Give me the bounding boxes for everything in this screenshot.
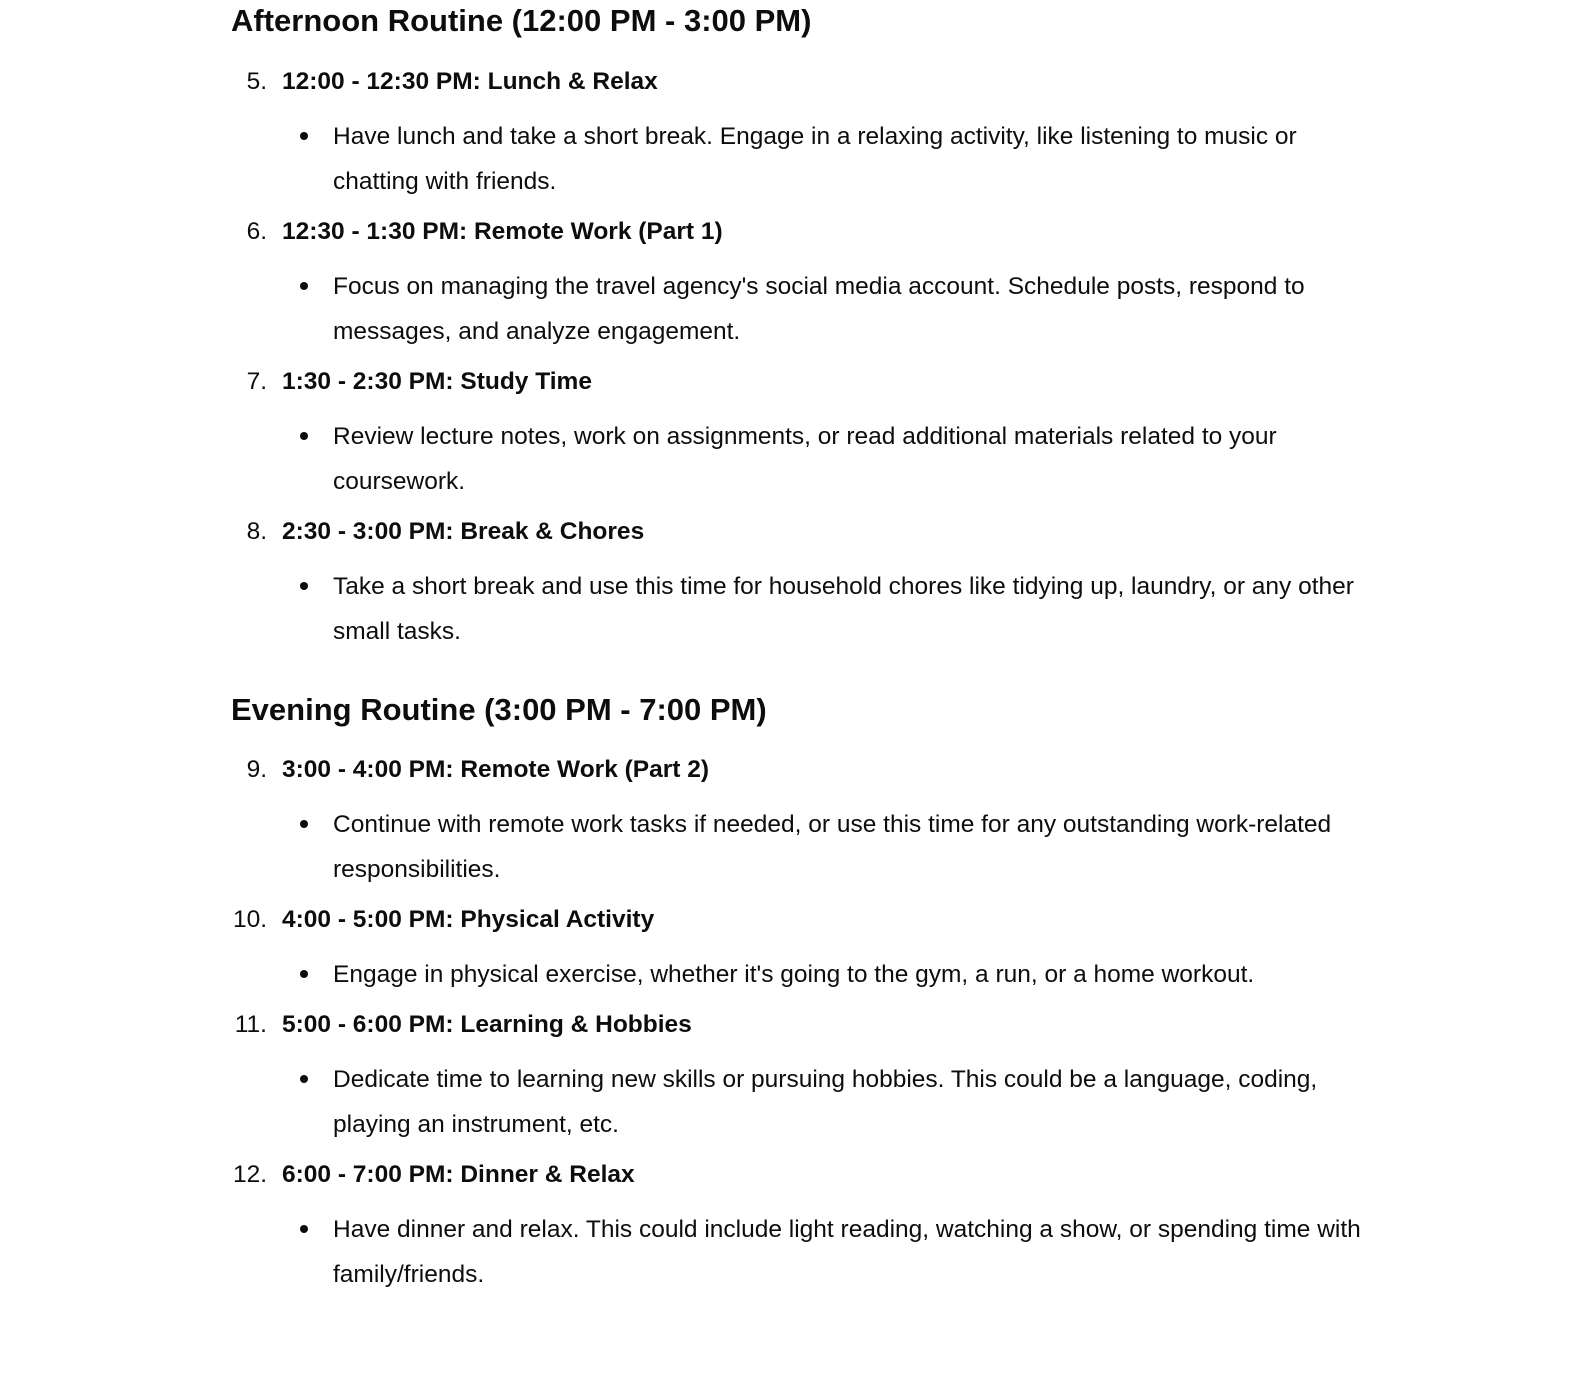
section-heading: Afternoon Routine (12:00 PM - 3:00 PM) bbox=[231, 3, 812, 38]
item-title-wrapper bbox=[231, 1158, 1381, 1192]
bullet-row bbox=[231, 802, 1381, 892]
list-item bbox=[231, 903, 1381, 997]
item-title: 12:00 - 12:30 PM: Lunch & Relax bbox=[282, 68, 658, 95]
bullet-icon bbox=[300, 432, 308, 440]
list-item bbox=[231, 65, 1381, 204]
item-number: 5. bbox=[246, 68, 267, 95]
bullet-text: Take a short break and use this time for household chores like tidying up, laundry, or any other small tasks. bbox=[333, 573, 1354, 645]
item-number: 6. bbox=[246, 218, 267, 245]
item-title: 1:30 - 2:30 PM: Study Time bbox=[282, 368, 592, 395]
bullet-text: Have lunch and take a short break. Engage in a relaxing activity, like listening to music or chatting with friends. bbox=[333, 123, 1297, 195]
item-title: 12:30 - 1:30 PM: Remote Work (Part 1) bbox=[282, 218, 723, 245]
section-heading: Evening Routine (3:00 PM - 7:00 PM) bbox=[231, 692, 767, 727]
bullet-row bbox=[231, 1207, 1381, 1297]
item-number: 11. bbox=[234, 1011, 267, 1038]
document-content bbox=[231, 0, 1381, 1297]
bullet-text: Review lecture notes, work on assignments, or read additional materials related to your coursework. bbox=[333, 423, 1277, 495]
bullet-icon bbox=[300, 820, 308, 828]
item-number: 12. bbox=[232, 1161, 267, 1188]
item-title-wrapper bbox=[231, 1008, 1381, 1042]
bullet-row bbox=[231, 1057, 1381, 1147]
list-item bbox=[231, 1158, 1381, 1297]
bullet-icon bbox=[300, 970, 308, 978]
bullet-text: Dedicate time to learning new skills or pursuing hobbies. This could be a language, coding, playing an instrument, etc. bbox=[333, 1066, 1318, 1138]
item-title-wrapper bbox=[231, 215, 1381, 249]
item-number: 10. bbox=[232, 906, 267, 933]
bullet-icon bbox=[300, 132, 308, 140]
item-title-wrapper bbox=[231, 365, 1381, 399]
item-title-wrapper bbox=[231, 753, 1381, 787]
section-evening bbox=[231, 690, 1381, 1297]
list-item bbox=[231, 215, 1381, 354]
bullet-row bbox=[231, 952, 1381, 997]
item-title: 2:30 - 3:00 PM: Break & Chores bbox=[282, 518, 645, 545]
item-title-wrapper bbox=[231, 903, 1381, 937]
list-item bbox=[231, 365, 1381, 504]
item-number: 8. bbox=[246, 518, 267, 545]
bullet-text: Have dinner and relax. This could include light reading, watching a show, or spending time with family/friends. bbox=[333, 1216, 1361, 1288]
bullet-text: Focus on managing the travel agency's social media account. Schedule posts, respond to messages, and analyze engagement. bbox=[333, 273, 1305, 345]
item-title: 5:00 - 6:00 PM: Learning & Hobbies bbox=[282, 1011, 692, 1038]
list-item bbox=[231, 515, 1381, 654]
bullet-row bbox=[231, 564, 1381, 654]
item-title-wrapper bbox=[231, 65, 1381, 99]
bullet-icon bbox=[300, 1075, 308, 1083]
item-title: 3:00 - 4:00 PM: Remote Work (Part 2) bbox=[282, 756, 710, 783]
list-item bbox=[231, 753, 1381, 892]
bullet-icon bbox=[300, 582, 308, 590]
item-number: 7. bbox=[246, 368, 267, 395]
bullet-row bbox=[231, 264, 1381, 354]
bullet-row bbox=[231, 414, 1381, 504]
section-afternoon bbox=[231, 1, 1381, 654]
item-title: 4:00 - 5:00 PM: Physical Activity bbox=[282, 906, 655, 933]
bullet-row bbox=[231, 114, 1381, 204]
bullet-icon bbox=[300, 1225, 308, 1233]
item-title-wrapper bbox=[231, 515, 1381, 549]
list-item bbox=[231, 1008, 1381, 1147]
item-title: 6:00 - 7:00 PM: Dinner & Relax bbox=[282, 1161, 635, 1188]
bullet-icon bbox=[300, 282, 308, 290]
item-number: 9. bbox=[246, 756, 267, 783]
bullet-text: Engage in physical exercise, whether it's going to the gym, a run, or a home workout. bbox=[333, 961, 1255, 988]
bullet-text: Continue with remote work tasks if needed, or use this time for any outstanding work-related responsibilities. bbox=[333, 811, 1332, 883]
